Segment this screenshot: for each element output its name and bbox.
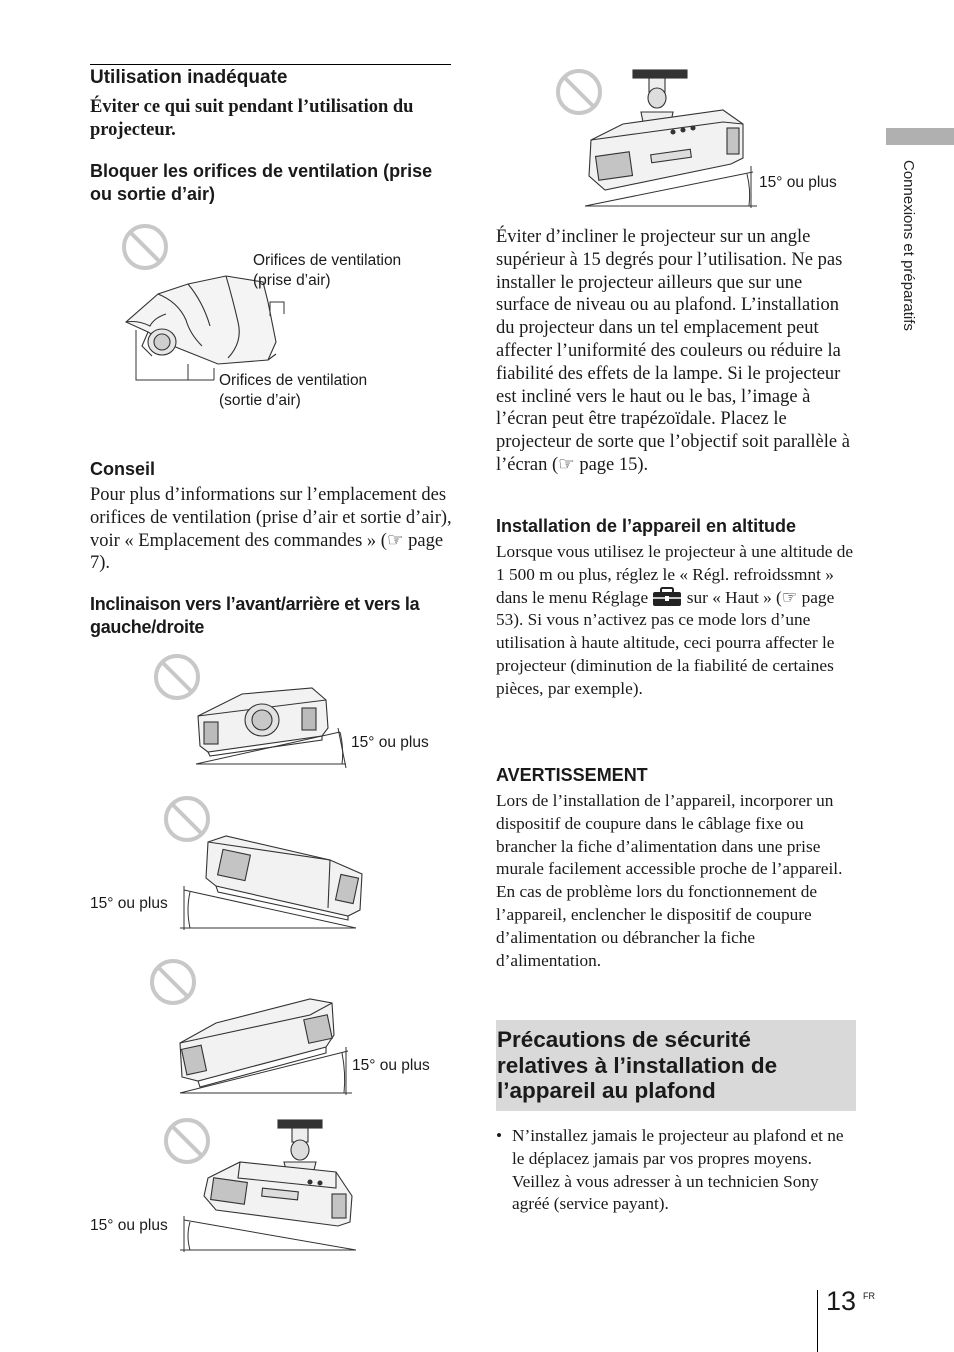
intro-text: Éviter ce qui suit pendant l’utilisation du projecteur. bbox=[90, 97, 414, 140]
prohibited-icon bbox=[152, 961, 194, 1003]
altitude-text-a: Lorsque vous utilisez le projecteur à une altitude de 1 500 m ou plus, réglez le « Régl. refroidssmnt » dans le menu Réglage bbox=[496, 542, 854, 607]
tip-title: Conseil bbox=[90, 459, 156, 479]
figure-tilt-side-right bbox=[146, 953, 356, 1098]
projector-drawing bbox=[198, 688, 328, 756]
tilt-text: Éviter d’incliner le projecteur sur un angle supérieur à 15 degrés pour l’utilisation. Ne pas installer le projecteur ailleurs que sur une surface de niveau ou au plafond. L’installation du projecteur dans un tel emplacement peut affecter l’uniformité des couleurs ou réduire la fiabilité des effets de la lampe. Si le projecteur est incliné vers le haut ou le bas, l’image à l’écran peut être trapézoïdale. Placez le projecteur de sorte que l’objectif soit parallèle à l’écran (☞ page 15). bbox=[496, 227, 850, 475]
figure-tilt-up bbox=[150, 648, 360, 773]
projector-drawing bbox=[206, 836, 362, 920]
section-rule bbox=[90, 64, 451, 65]
page-number-rule bbox=[817, 1290, 818, 1352]
block-title: Bloquer les orifices de ventilation (prise ou sortie d’air) bbox=[90, 161, 433, 204]
bullet-text: N’installez jamais le projecteur au plafond et ne le déplacez jamais par vos propres moyens. Veillez à vous adresser à un technicien Sony agréé (service payant). bbox=[512, 1126, 844, 1214]
label-exhaust-1: Orifices de ventilation bbox=[219, 372, 368, 389]
label-intake-1: Orifices de ventilation bbox=[253, 252, 402, 269]
altitude-text-b: sur « Haut » (☞ page 53). Si vous n’activez pas ce mode lors d’une utilisation à haute altitude, ceci pourra affecter le projecteur (diminution de la fiabilité de certaines pièces, par exemple). bbox=[496, 587, 835, 698]
prohibited-icon bbox=[166, 798, 208, 840]
label-exhaust-2: (sortie d’air) bbox=[219, 392, 301, 409]
projector-drawing bbox=[204, 1162, 352, 1226]
figure-ceiling-tilt-left bbox=[160, 1112, 370, 1257]
warning-title: AVERTISSEMENT bbox=[496, 765, 648, 785]
tip-text: Pour plus d’informations sur l’emplacement des orifices de ventilation (prise d’air et sortie d’air), voir « Emplacement des commandes » (☞ page 7). bbox=[90, 485, 452, 574]
angle-label-3: 15° ou plus bbox=[352, 1057, 430, 1074]
chapter-tab bbox=[886, 128, 954, 145]
figure-ceiling-tilt-right bbox=[553, 66, 763, 211]
page-lang: FR bbox=[863, 1291, 875, 1301]
angle-label-4: 15° ou plus bbox=[90, 1217, 168, 1234]
prohibited-icon bbox=[124, 226, 166, 268]
angle-label-right: 15° ou plus bbox=[759, 174, 837, 191]
section-title: Utilisation inadéquate bbox=[90, 67, 288, 88]
chapter-label: Connexions et préparatifs bbox=[900, 160, 917, 331]
prohibited-icon bbox=[166, 1120, 208, 1162]
projector-drawing bbox=[589, 110, 743, 190]
toolbox-icon bbox=[652, 587, 682, 607]
angle-label-1: 15° ou plus bbox=[351, 734, 429, 751]
prohibited-icon bbox=[558, 71, 600, 113]
tilt-title: Inclinaison vers l’avant/arrière et vers la gauche/droite bbox=[90, 594, 420, 637]
bullet-marker: • bbox=[496, 1126, 503, 1145]
altitude-text bbox=[496, 541, 858, 701]
altitude-title: Installation de l’appareil en altitude bbox=[496, 516, 797, 536]
label-intake-2: (prise d’air) bbox=[253, 272, 331, 289]
figure-tilt-side-left bbox=[160, 790, 370, 935]
angle-label-2: 15° ou plus bbox=[90, 895, 168, 912]
ceiling-mount-drawing bbox=[278, 1120, 322, 1170]
banner-title: Précautions de sécurité relatives à l’installation de l’appareil au plafond bbox=[497, 1027, 778, 1104]
warning-text: Lors de l’installation de l’appareil, incorporer un dispositif de coupure dans le câblage fixe ou brancher la fiche d’alimentation dans une prise murale facilement accessible proche de l’appareil. En cas de problème lors du fonctionnement de l’appareil, enclencher le dispositif de coupure d’alimentation ou débrancher la fiche d’alimentation. bbox=[496, 791, 843, 970]
ceiling-mount-drawing bbox=[633, 70, 687, 122]
prohibited-icon bbox=[156, 656, 198, 698]
page-number: 13 bbox=[826, 1286, 857, 1316]
